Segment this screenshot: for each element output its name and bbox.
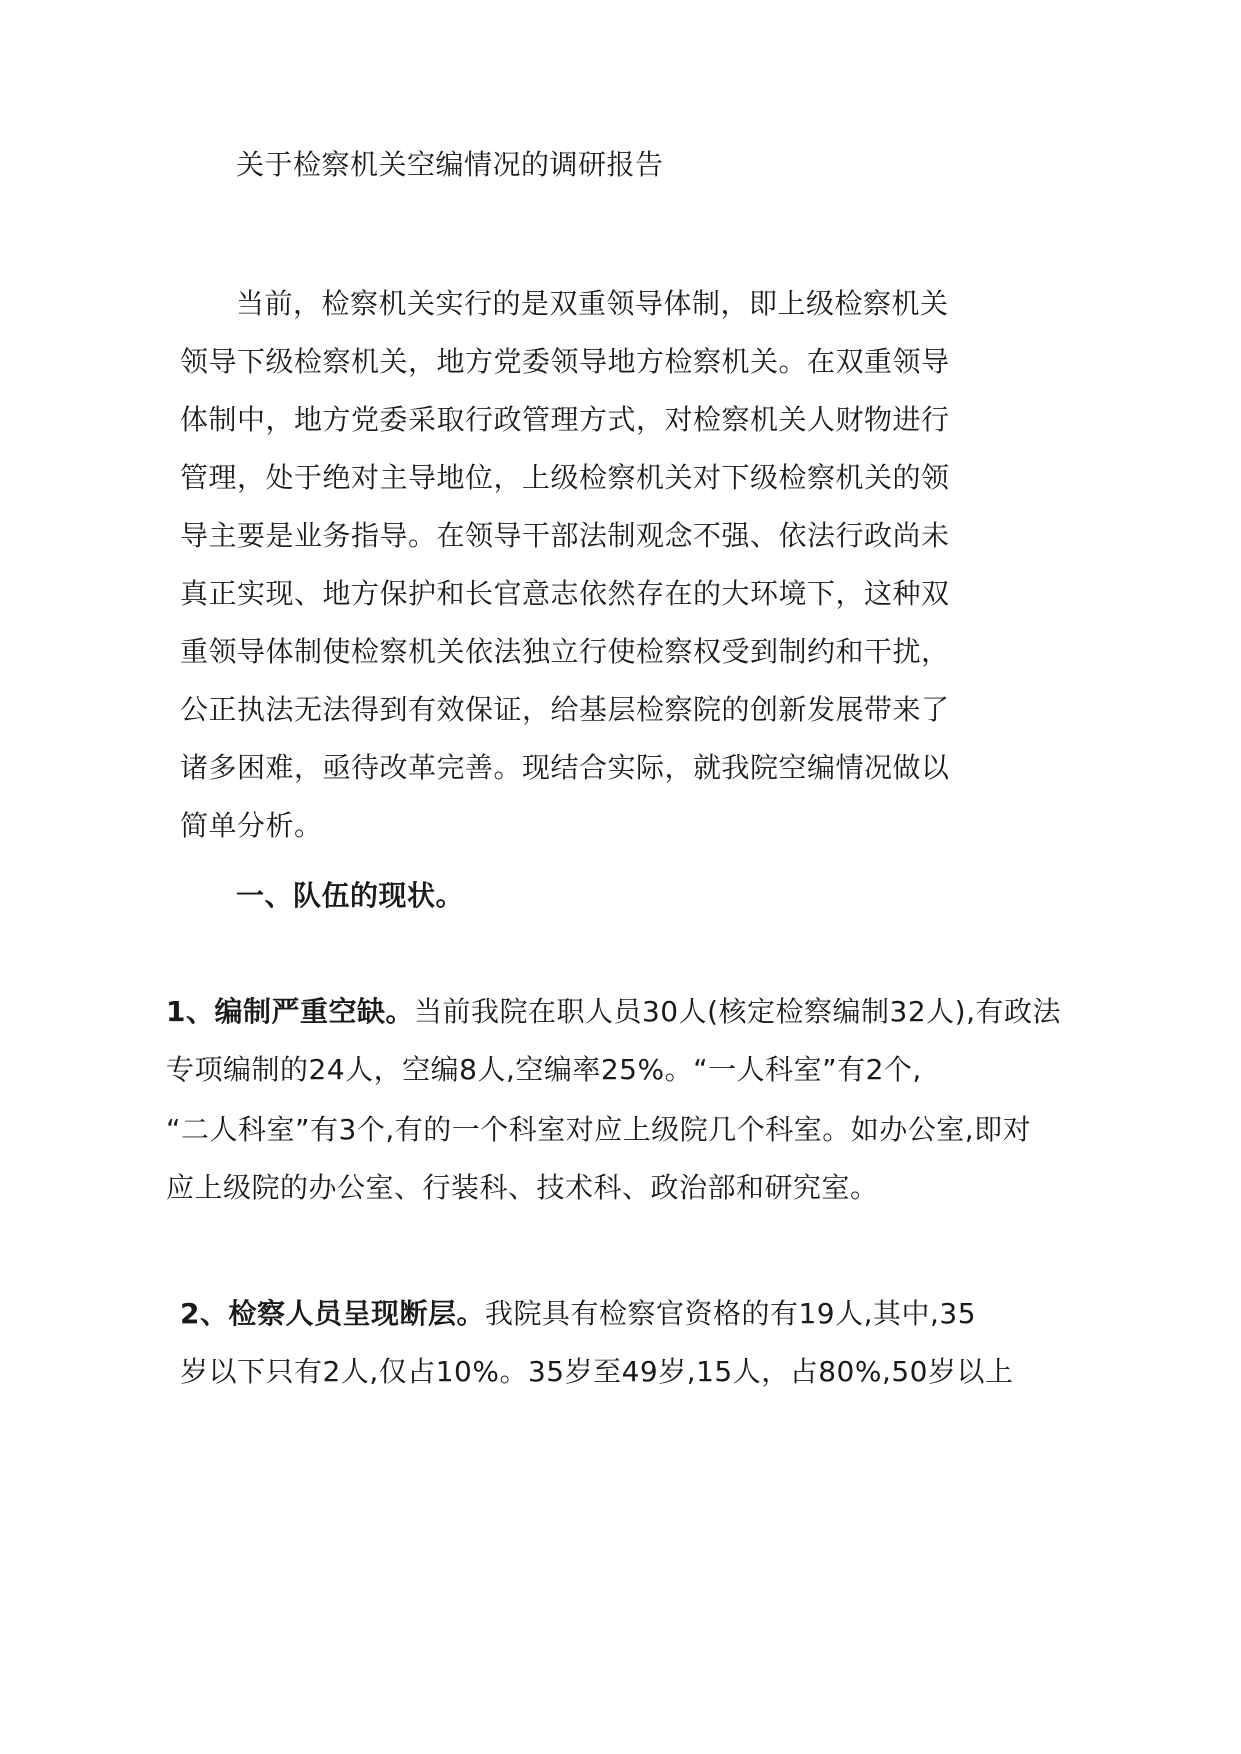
item2-line1-text: 我院具有检察官资格的有19人,其中,35: [484, 1297, 977, 1330]
intro-line: 公正执法无法得到有效保证，给基层检察院的创新发展带来了: [180, 693, 950, 726]
intro-line: 简单分析。: [180, 809, 323, 842]
intro-line: 导主要是业务指导。在领导干部法制观念不强、依法行政尚未: [180, 519, 950, 552]
item1-bold-lead: 1、编制严重空缺。: [166, 995, 414, 1028]
intro-line: 体制中，地方党委采取行政管理方式，对检察机关人财物进行: [180, 403, 950, 436]
intro-line: 领导下级检察机关，地方党委领导地方检察机关。在双重领导: [180, 345, 950, 378]
section-heading: 一、队伍的现状。: [236, 879, 465, 912]
item1-line: 专项编制的24人，空编8人,空编率25%。“一人科室”有2个,: [166, 1053, 922, 1086]
item2-bold-lead: 2、检察人员呈现断层。: [180, 1297, 485, 1330]
intro-line: 诸多困难，亟待改革完善。现结合实际，就我院空编情况做以: [180, 751, 950, 784]
item2-first-line: [180, 1294, 976, 1334]
intro-line: 真正实现、地方保护和长官意志依然存在的大环境下，这种双: [180, 577, 950, 610]
intro-line: 重领导体制使检察机关依法独立行使检察权受到制约和干扰，: [180, 635, 950, 668]
document-title: 关于检察机关空编情况的调研报告: [236, 148, 664, 181]
item1-line: “二人科室”有3个,有的一个科室对应上级院几个科室。如办公室,即对: [166, 1113, 1032, 1146]
item1-first-line: [166, 992, 1061, 1032]
intro-line: 管理，处于绝对主导地位，上级检察机关对下级检察机关的领: [180, 461, 950, 494]
item2-line: 岁以下只有2人,仅占10%。35岁至49岁,15人，占80%,50岁以上: [180, 1355, 1014, 1388]
item1-line: 应上级院的办公室、行装科、技术科、政治部和研究室。: [166, 1171, 879, 1204]
intro-line: 当前，检察机关实行的是双重领导体制，即上级检察机关: [236, 287, 949, 320]
item1-line1-text: 当前我院在职人员30人(核定检察编制32人),有政法: [413, 995, 1061, 1028]
